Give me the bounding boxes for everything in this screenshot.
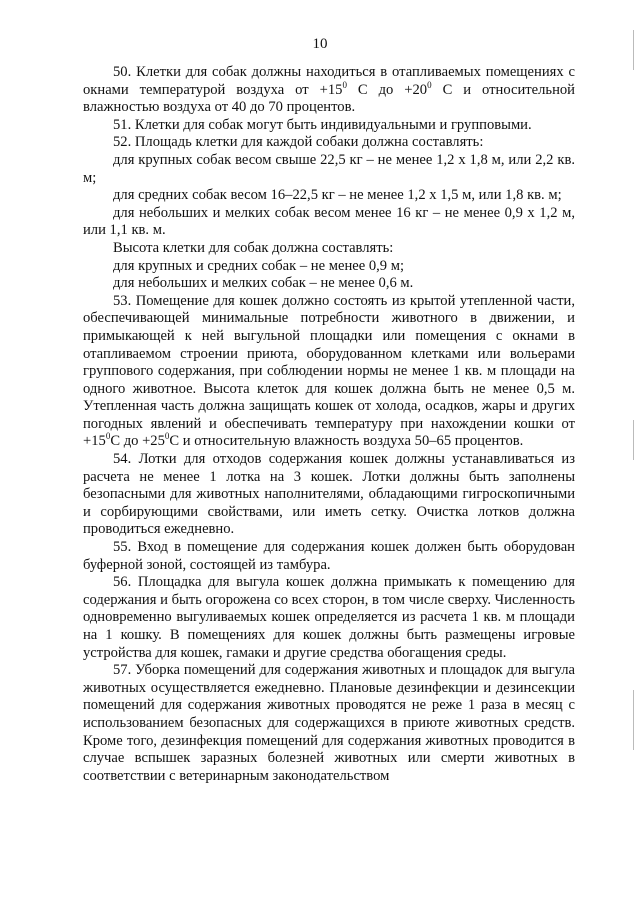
paragraph-51: 51. Клетки для собак могут быть индивидуальными и групповыми. — [113, 116, 532, 133]
paragraph-53: 53. Помещение для кошек должно состоять из крытой утепленной части, обеспечивающей минимальные потребности животного в движении, и примыкающей к ней выгульной площадки или помещения с окнами в отапливаемом строении приюта, оборудованном клетками или вольерами группового содержания, при соблюдении нормы не менее 1 кв. м площади на одного животное. Высота клеток для кошек должна быть не менее 0,5 м. Утепленная часть должна защищать кошек от холода, осадков, жары и других погодных явлений и обеспечивать температуру при нахождении кошки от $+15^0С$ до $+25^0С$ и относительную влажность воздуха 50–65 процентов. — [83, 292, 575, 450]
paragraph-57: 57. Уборка помещений для содержания животных и площадок для выгула животных осуществляется ежедневно. Плановые дезинфекции и дезинсекции помещений для содержания животных проводятся не реже 1 раза в месяц с использованием безопасных для содержащихся в приюте животных средств. Кроме того, дезинфекция помещений для содержания животных проводится в случае вспышек заразных болезней животных или смерти животных в соответствии с ветеринарным законодательством — [83, 662, 575, 784]
paragraph-50: 50. Клетки для собак должны находиться в отапливаемых помещениях с окнами температурой воздуха от $+15^0$ С до $+20^0$ С и относительной влажностью воздуха от 40 до 70 процентов. — [83, 64, 575, 116]
paragraph-52-small-dogs: для небольших и мелких собак весом менее 16 кг – не менее 0,9 х 1,2 м, или 1,1 кв. м. — [83, 204, 575, 239]
paragraph-52-height-large: для крупных и средних собак – не менее 0,9 м; — [113, 257, 405, 274]
paragraph-52-medium-dogs: для средних собак весом 16–22,5 кг – не менее 1,2 х 1,5 м, или 1,8 кв. м; — [113, 187, 562, 204]
paragraph-52-height-heading: Высота клетки для собак должна составлять: — [113, 239, 394, 256]
scan-edge-mark — [633, 690, 634, 750]
document-body — [83, 64, 575, 785]
paragraph-52-height-small: для небольших и мелких собак – не менее 0,6 м. — [113, 275, 414, 292]
paragraph-52: 52. Площадь клетки для каждой собаки должна составлять: — [113, 134, 484, 151]
scan-edge-mark — [633, 420, 634, 460]
paragraph-55: 55. Вход в помещение для содержания кошек должен быть оборудован буферной зоной, состоящей из тамбура. — [83, 539, 575, 573]
scan-edge-mark — [633, 30, 634, 70]
paragraph-52-large-dogs: для крупных собак весом свыше 22,5 кг – не менее 1,2 х 1,8 м, или 2,2 кв. м; — [83, 151, 575, 186]
paragraph-56: 56. Площадка для выгула кошек должна примыкать к помещению для содержания и быть огорожена со всех сторон, в том числе сверху. Численность одновременно выгуливаемых кошек определяется из расчета 1 кв. м площади на 1 кошку. В помещениях для кошек должны быть размещены игровые устройства для кошек, гамаки и другие средства обогащения среды. — [83, 574, 575, 661]
paragraph-54: 54. Лотки для отходов содержания кошек должны устанавливаться из расчета не менее 1 лотка на 3 кошек. Лотки должны быть заполнены безопасными для животных наполнителями, обладающими гигроскопичными и сорбирующими свойствами, или иметь сетку. Очистка лотков должна проводиться ежедневно. — [83, 451, 575, 538]
page-number: 10 — [312, 36, 328, 52]
